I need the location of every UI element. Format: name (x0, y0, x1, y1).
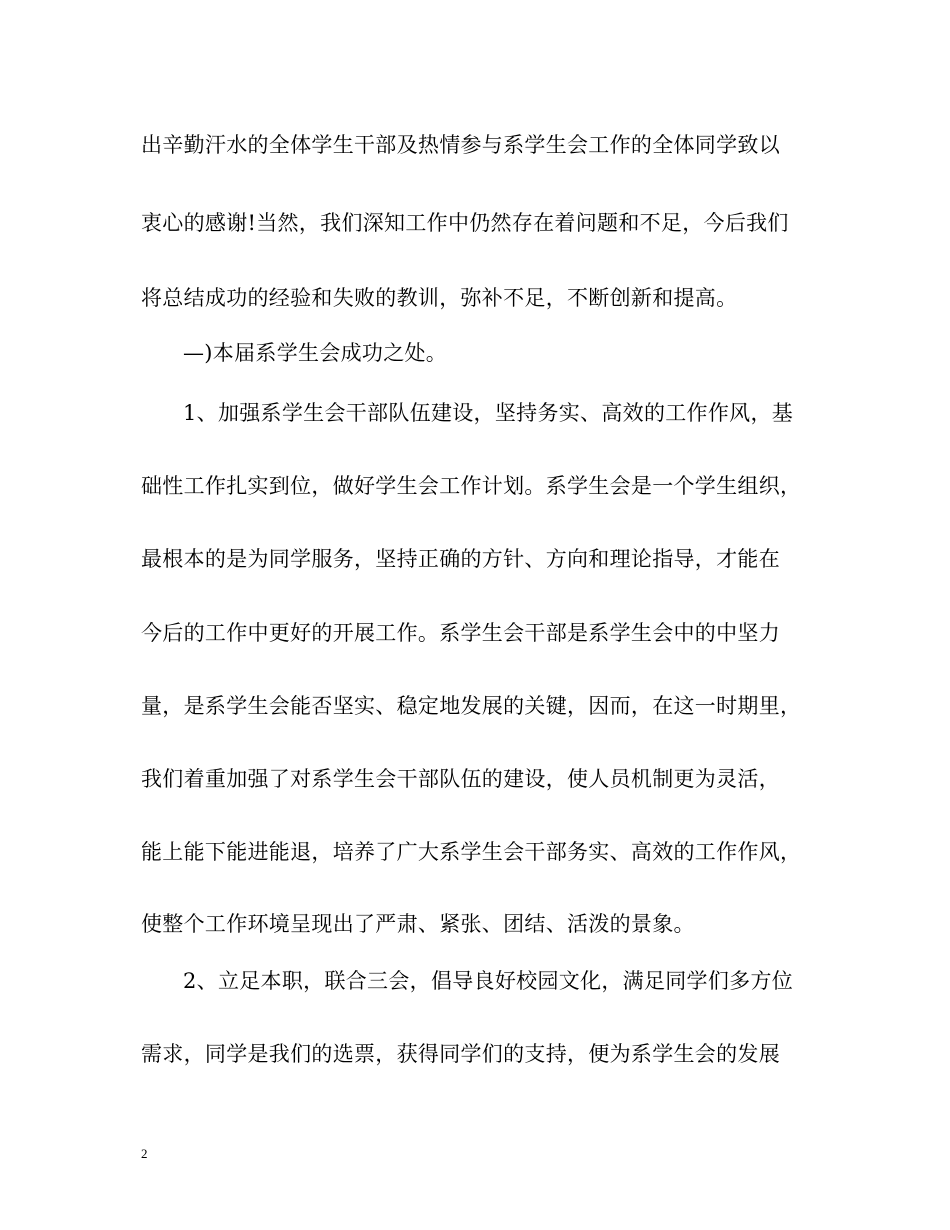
paragraph-line: 我们着重加强了对系学生会干部队伍的建设，使人员机制更为灵活， (141, 767, 780, 791)
paragraph-line: 使整个工作环境呈现出了严肃、紧张、团结、活泼的景象。 (141, 912, 695, 936)
paragraph-line: 能上能下能进能退，培养了广大系学生会干部务实、高效的工作作风， (141, 840, 802, 864)
paragraph-line: 1、加强系学生会干部队伍建设，坚持务实、高效的工作作风，基 (183, 401, 794, 425)
paragraph-line: 2、立足本职，联合三会，倡导良好校园文化，满足同学们多方位 (183, 969, 794, 993)
paragraph-line: 将总结成功的经验和失败的教训，弥补不足，不断创新和提高。 (141, 286, 738, 310)
paragraph-line: 出辛勤汗水的全体学生干部及热情参与系学生会工作的全体同学致以 (141, 133, 780, 157)
paragraph-line: 需求，同学是我们的选票，获得同学们的支持，便为系学生会的发展 (141, 1042, 780, 1066)
paragraph-line: 最根本的是为同学服务，坚持正确的方针、方向和理论指导，才能在 (141, 547, 780, 571)
section-heading: —)本届系学生会成功之处。 (183, 341, 448, 365)
paragraph-line: 础性工作扎实到位，做好学生会工作计划。系学生会是一个学生组织， (141, 474, 802, 498)
page-number: 2 (141, 1146, 148, 1161)
paragraph-line: 今后的工作中更好的开展工作。系学生会干部是系学生会中的中坚力 (141, 621, 780, 645)
paragraph-line: 衷心的感谢!当然，我们深知工作中仍然存在着问题和不足，今后我们 (141, 211, 789, 235)
paragraph-line: 量，是系学生会能否坚实、稳定地发展的关键，因而，在这一时期里， (141, 694, 802, 718)
